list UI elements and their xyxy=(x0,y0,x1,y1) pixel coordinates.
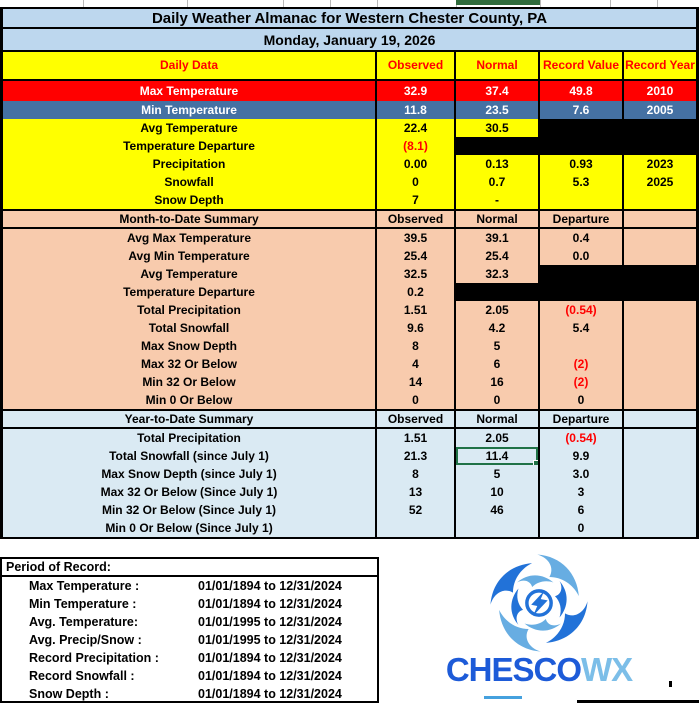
table-row xyxy=(3,81,696,101)
period-record-row xyxy=(2,685,377,703)
period-record-row xyxy=(2,667,377,685)
table-row xyxy=(3,391,696,409)
period-of-record-list xyxy=(2,577,377,703)
value-cell[interactable]: 9.9 xyxy=(540,447,624,465)
value-cell[interactable]: 2023 xyxy=(624,155,696,173)
border-fragment xyxy=(669,681,672,687)
gridline xyxy=(657,0,658,7)
value-cell[interactable]: 0.93 xyxy=(540,155,624,173)
period-record-label: Snow Depth : xyxy=(29,687,109,701)
value-cell[interactable]: 39.1 xyxy=(456,229,540,247)
month-to-date-table xyxy=(0,211,699,411)
value-cell[interactable] xyxy=(624,137,696,155)
table-row xyxy=(3,191,696,209)
value-cell[interactable]: 0.13 xyxy=(456,155,540,173)
table-row xyxy=(3,229,696,247)
table-row xyxy=(3,501,696,519)
value-cell[interactable] xyxy=(624,319,696,337)
daily-data-table xyxy=(0,52,699,211)
table-row xyxy=(3,355,696,373)
value-cell[interactable]: 16 xyxy=(456,373,540,391)
value-cell[interactable] xyxy=(540,283,624,301)
value-cell[interactable]: 2025 xyxy=(624,173,696,191)
table-header-row xyxy=(3,211,696,229)
value-cell[interactable] xyxy=(624,501,696,519)
period-of-record-box xyxy=(0,557,379,703)
spreadsheet-row-sliver xyxy=(0,0,699,7)
value-cell[interactable]: 39.5 xyxy=(377,229,456,247)
value-cell[interactable]: 0 xyxy=(377,391,456,409)
value-cell[interactable] xyxy=(456,137,540,155)
value-cell[interactable]: 10 xyxy=(456,483,540,501)
value-cell[interactable] xyxy=(624,301,696,319)
column-header[interactable]: Record Year xyxy=(624,52,696,79)
almanac-title-cell[interactable] xyxy=(0,7,699,29)
value-cell[interactable] xyxy=(456,519,540,537)
value-cell[interactable] xyxy=(540,337,624,355)
table-row xyxy=(3,465,696,483)
column-header[interactable] xyxy=(624,411,696,427)
value-cell[interactable]: 0.0 xyxy=(540,247,624,265)
value-cell[interactable]: 6 xyxy=(456,355,540,373)
value-cell[interactable]: 14 xyxy=(377,373,456,391)
table-row xyxy=(3,137,696,155)
column-header[interactable]: Year-to-Date Summary xyxy=(3,411,377,427)
date-text: Monday, January 19, 2026 xyxy=(263,31,436,48)
value-cell[interactable] xyxy=(624,429,696,447)
value-cell[interactable]: 3 xyxy=(540,483,624,501)
green-cell-fragment xyxy=(456,0,540,5)
period-record-label: Min Temperature : xyxy=(29,597,137,611)
column-header[interactable]: Departure xyxy=(540,211,624,227)
gridline xyxy=(540,0,541,7)
value-cell[interactable]: 32.3 xyxy=(456,265,540,283)
row-label-cell[interactable]: Temperature Departure xyxy=(3,283,377,301)
table-row xyxy=(3,119,696,137)
gridline xyxy=(377,0,378,7)
value-cell[interactable]: 30.5 xyxy=(456,119,540,137)
row-label-cell[interactable]: Max 32 Or Below xyxy=(3,355,377,373)
row-label-cell[interactable]: Avg Temperature xyxy=(3,265,377,283)
period-record-label: Avg. Precip/Snow : xyxy=(29,633,142,647)
column-header[interactable]: Normal xyxy=(456,411,540,427)
period-record-value: 01/01/1894 to 12/31/2024 xyxy=(198,579,342,593)
value-cell[interactable] xyxy=(540,191,624,209)
table-header-row xyxy=(3,52,696,81)
table-row xyxy=(3,483,696,501)
value-cell[interactable] xyxy=(540,137,624,155)
value-cell[interactable]: (2) xyxy=(540,355,624,373)
value-cell[interactable]: (8.1) xyxy=(377,137,456,155)
period-record-label: Record Snowfall : xyxy=(29,669,135,683)
value-cell[interactable]: 0 xyxy=(456,391,540,409)
column-header[interactable]: Normal xyxy=(456,52,540,79)
period-record-row xyxy=(2,595,377,613)
gridline xyxy=(330,0,331,7)
row-label-cell[interactable]: Avg Temperature xyxy=(3,119,377,137)
value-cell[interactable]: 8 xyxy=(377,465,456,483)
period-record-value: 01/01/1894 to 12/31/2024 xyxy=(198,669,342,683)
row-label-cell[interactable]: Precipitation xyxy=(3,155,377,173)
gridline xyxy=(83,0,84,7)
value-cell[interactable]: 4 xyxy=(377,355,456,373)
period-record-value: 01/01/1995 to 12/31/2024 xyxy=(198,633,342,647)
value-cell[interactable]: (0.54) xyxy=(540,429,624,447)
value-cell[interactable]: 32.9 xyxy=(377,81,456,101)
value-cell[interactable]: 5.4 xyxy=(540,319,624,337)
value-cell[interactable]: 52 xyxy=(377,501,456,519)
value-cell[interactable]: 0.7 xyxy=(456,173,540,191)
table-header-row xyxy=(3,411,696,429)
table-row xyxy=(3,155,696,173)
period-record-value: 01/01/1995 to 12/31/2024 xyxy=(198,615,342,629)
row-label-cell[interactable]: Min 32 Or Below (Since July 1) xyxy=(3,501,377,519)
value-cell[interactable] xyxy=(624,247,696,265)
value-cell[interactable]: 3.0 xyxy=(540,465,624,483)
period-record-value: 01/01/1894 to 12/31/2024 xyxy=(198,651,342,665)
value-cell[interactable]: 0.2 xyxy=(377,283,456,301)
logo-text-primary: CHESCO xyxy=(445,651,581,688)
table-row xyxy=(3,447,696,465)
value-cell[interactable]: 22.4 xyxy=(377,119,456,137)
value-cell[interactable]: 0.00 xyxy=(377,155,456,173)
period-record-value: 01/01/1894 to 12/31/2024 xyxy=(198,687,342,701)
hurricane-swirl-icon xyxy=(487,551,591,655)
value-cell[interactable]: 0.4 xyxy=(540,229,624,247)
value-cell[interactable]: 1.51 xyxy=(377,429,456,447)
value-cell[interactable]: 6 xyxy=(540,501,624,519)
value-cell[interactable]: (2) xyxy=(540,373,624,391)
value-cell[interactable]: 0 xyxy=(377,173,456,191)
period-record-value: 01/01/1894 to 12/31/2024 xyxy=(198,597,342,611)
column-header[interactable] xyxy=(624,211,696,227)
value-cell[interactable]: 49.8 xyxy=(540,81,624,101)
value-cell[interactable] xyxy=(624,283,696,301)
column-header[interactable]: Observed xyxy=(377,211,456,227)
value-cell[interactable] xyxy=(624,355,696,373)
row-label-cell[interactable]: Total Snowfall (since July 1) xyxy=(3,447,377,465)
period-record-label: Avg. Temperature: xyxy=(29,615,139,629)
row-label-cell[interactable]: Avg Min Temperature xyxy=(3,247,377,265)
row-label-cell[interactable]: Avg Max Temperature xyxy=(3,229,377,247)
value-cell[interactable]: 7 xyxy=(377,191,456,209)
value-cell[interactable]: 21.3 xyxy=(377,447,456,465)
row-label-cell[interactable]: Snowfall xyxy=(3,173,377,191)
column-header[interactable]: Departure xyxy=(540,411,624,427)
value-cell[interactable]: 1.51 xyxy=(377,301,456,319)
value-cell[interactable] xyxy=(624,519,696,537)
logo-text-secondary: WX xyxy=(581,651,633,688)
table-row xyxy=(3,265,696,283)
value-cell[interactable]: 8 xyxy=(377,337,456,355)
value-cell[interactable]: 0 xyxy=(540,519,624,537)
value-cell[interactable] xyxy=(377,519,456,537)
value-cell[interactable]: 2.05 xyxy=(456,429,540,447)
value-cell[interactable]: (0.54) xyxy=(540,301,624,319)
value-cell[interactable] xyxy=(624,229,696,247)
table-row xyxy=(3,173,696,191)
row-label-cell[interactable]: Total Precipitation xyxy=(3,429,377,447)
value-cell[interactable]: 13 xyxy=(377,483,456,501)
table-row xyxy=(3,301,696,319)
value-cell[interactable]: 2005 xyxy=(624,101,696,119)
value-cell[interactable]: 25.4 xyxy=(456,247,540,265)
row-label-cell[interactable]: Total Snowfall xyxy=(3,319,377,337)
row-label-cell[interactable]: Total Precipitation xyxy=(3,301,377,319)
value-cell[interactable]: 0 xyxy=(540,391,624,409)
column-header[interactable]: Observed xyxy=(377,411,456,427)
value-cell[interactable] xyxy=(456,283,540,301)
period-record-row xyxy=(2,649,377,667)
period-record-row xyxy=(2,613,377,631)
value-cell[interactable]: 23.5 xyxy=(456,101,540,119)
table-row xyxy=(3,319,696,337)
column-header[interactable]: Month-to-Date Summary xyxy=(3,211,377,227)
period-record-row xyxy=(2,577,377,595)
table-row xyxy=(3,373,696,391)
value-cell[interactable]: 5 xyxy=(456,465,540,483)
row-label-cell[interactable]: Min 32 Or Below xyxy=(3,373,377,391)
value-cell[interactable]: 5 xyxy=(456,337,540,355)
row-label-cell[interactable]: Max 32 Or Below (Since July 1) xyxy=(3,483,377,501)
value-cell[interactable]: 2.05 xyxy=(456,301,540,319)
value-cell[interactable]: 46 xyxy=(456,501,540,519)
row-label-cell[interactable]: Max Temperature xyxy=(3,81,377,101)
value-cell[interactable] xyxy=(624,465,696,483)
selected-cell[interactable]: 11.4 xyxy=(456,447,540,465)
period-record-label: Max Temperature : xyxy=(29,579,140,593)
column-header[interactable]: Daily Data xyxy=(3,52,377,79)
table-row xyxy=(3,337,696,355)
year-to-date-table xyxy=(0,411,699,539)
period-record-label: Record Precipitation : xyxy=(29,651,159,665)
column-header[interactable]: Normal xyxy=(456,211,540,227)
row-label-cell[interactable]: Max Snow Depth (since July 1) xyxy=(3,465,377,483)
table-row xyxy=(3,101,696,119)
gridline xyxy=(283,0,284,7)
value-cell[interactable] xyxy=(624,373,696,391)
value-cell[interactable]: 2010 xyxy=(624,81,696,101)
row-label-cell[interactable]: Min 0 Or Below (Since July 1) xyxy=(3,519,377,537)
value-cell[interactable]: 9.6 xyxy=(377,319,456,337)
value-cell[interactable] xyxy=(624,337,696,355)
row-label-cell[interactable]: Min Temperature xyxy=(3,101,377,119)
gridline xyxy=(187,0,188,7)
table-row xyxy=(3,283,696,301)
value-cell[interactable]: 25.4 xyxy=(377,247,456,265)
value-cell[interactable]: 4.2 xyxy=(456,319,540,337)
row-label-cell[interactable]: Max Snow Depth xyxy=(3,337,377,355)
table-row xyxy=(3,519,696,537)
value-cell[interactable]: 7.6 xyxy=(540,101,624,119)
value-cell[interactable]: 5.3 xyxy=(540,173,624,191)
value-cell[interactable] xyxy=(540,265,624,283)
chescowx-logo xyxy=(379,541,699,703)
value-cell[interactable] xyxy=(624,447,696,465)
column-header[interactable]: Record Value xyxy=(540,52,624,79)
row-label-cell[interactable]: Temperature Departure xyxy=(3,137,377,155)
value-cell[interactable] xyxy=(624,391,696,409)
row-label-cell[interactable]: Min 0 Or Below xyxy=(3,391,377,409)
value-cell[interactable]: 37.4 xyxy=(456,81,540,101)
logo-fragment xyxy=(484,696,522,699)
table-row xyxy=(3,429,696,447)
value-cell[interactable] xyxy=(624,483,696,501)
row-label-cell[interactable]: Snow Depth xyxy=(3,191,377,209)
almanac-date-cell[interactable] xyxy=(0,29,699,52)
value-cell[interactable] xyxy=(540,119,624,137)
gridline xyxy=(610,0,611,7)
logo-wordmark xyxy=(446,653,632,686)
value-cell[interactable] xyxy=(624,119,696,137)
period-of-record-title[interactable]: Period of Record: xyxy=(2,559,377,577)
value-cell[interactable]: 11.8 xyxy=(377,101,456,119)
table-row xyxy=(3,247,696,265)
column-header[interactable]: Observed xyxy=(377,52,456,79)
value-cell[interactable]: - xyxy=(456,191,540,209)
value-cell[interactable]: 32.5 xyxy=(377,265,456,283)
value-cell[interactable] xyxy=(624,265,696,283)
page-title: Daily Weather Almanac for Western Chester County, PA xyxy=(151,9,548,27)
period-record-row xyxy=(2,631,377,649)
value-cell[interactable] xyxy=(624,191,696,209)
